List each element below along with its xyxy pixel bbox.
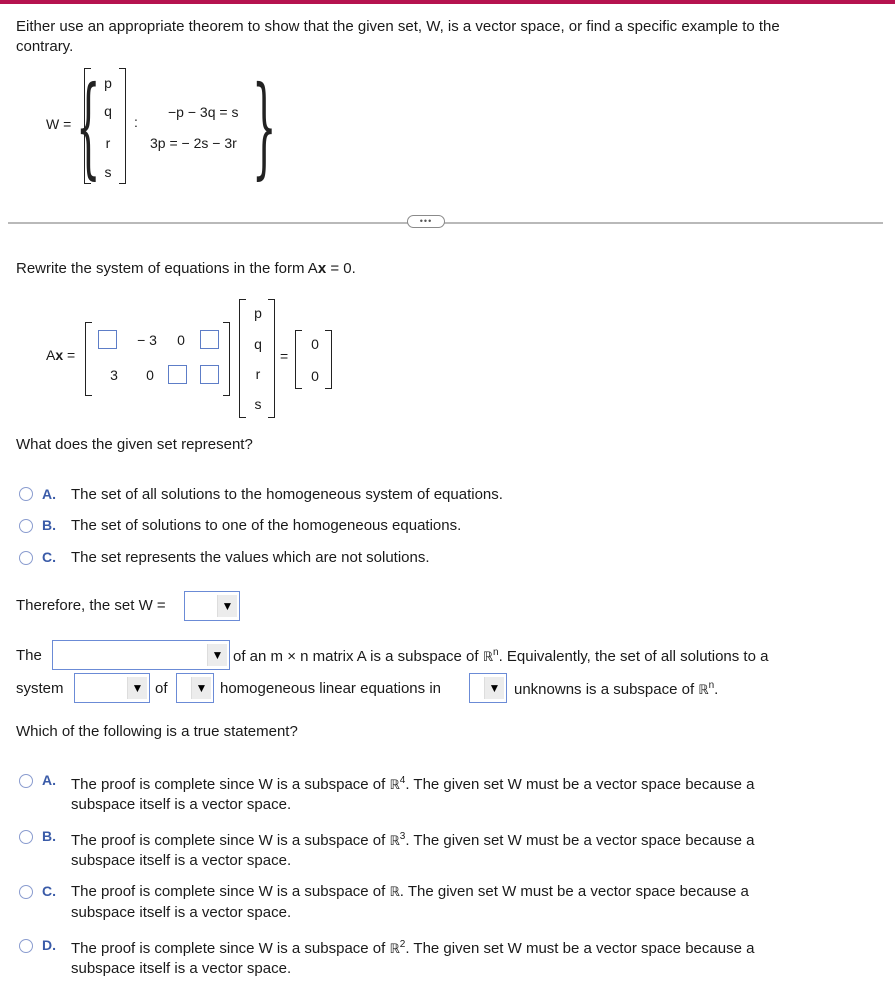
dimension-superscript: 4 <box>399 775 406 786</box>
dropdown-arrow-icon: ▼ <box>217 595 237 617</box>
option-text-line-2: subspace itself is a vector space. <box>71 960 292 977</box>
option-text: The proof is complete since W is a subspace of <box>71 776 390 793</box>
theorem-dropdown-3[interactable] <box>176 673 214 703</box>
dropdown-arrow-icon: ▼ <box>127 677 147 699</box>
real-numbers-symbol: ℝ <box>389 885 400 900</box>
theorem-line-1 <box>233 647 768 665</box>
zero-vector-entry: 0 <box>311 336 319 352</box>
option-text-line-2: subspace itself is a vector space. <box>71 852 292 869</box>
option-letter: A. <box>42 772 56 788</box>
option-text: . The given set W must be a vector space because a <box>405 940 755 957</box>
option-text-line-1 <box>71 939 754 957</box>
radio-button[interactable] <box>19 939 33 953</box>
option-text: . The given set W must be a vector space because a <box>399 883 749 900</box>
equation-1: −p − 3q = s <box>168 104 239 120</box>
zero-vector-left-bracket <box>295 330 302 389</box>
ax-label-equals: = <box>67 347 76 363</box>
left-brace: { <box>76 62 101 190</box>
w-label: W = <box>46 116 72 132</box>
theorem-dropdown-2[interactable] <box>74 673 150 703</box>
top-accent-bar <box>0 0 895 4</box>
equals-sign: = <box>280 348 289 364</box>
vector-left-bracket <box>84 68 91 184</box>
dimension-superscript: 3 <box>399 831 406 842</box>
superscript-n: n <box>708 680 715 691</box>
option-text: . The given set W must be a vector space because a <box>405 776 755 793</box>
radio-button[interactable] <box>19 487 33 501</box>
vector-entry: r <box>105 135 111 151</box>
option-text: The set of all solutions to the homogeneous system of equations. <box>71 486 503 503</box>
option-text: The proof is complete since W is a subspace of <box>71 883 390 900</box>
vector-entry: q <box>104 103 112 119</box>
theorem-of: of <box>155 680 168 697</box>
matrix-entry-r2c1: 3 <box>110 367 118 383</box>
radio-button[interactable] <box>19 551 33 565</box>
real-numbers-symbol: ℝ <box>389 778 400 793</box>
option-text: The proof is complete since W is a subspace of <box>71 940 390 957</box>
x-vector-entry: p <box>254 305 262 321</box>
real-numbers-symbol: ℝ <box>389 942 400 957</box>
x-vector-entry: q <box>254 336 262 352</box>
option-text-line-1 <box>71 831 754 849</box>
theorem-dropdown-1[interactable] <box>52 640 230 670</box>
right-brace: } <box>252 62 277 190</box>
x-vector-entry: r <box>255 366 261 382</box>
real-numbers-symbol: ℝ <box>698 683 709 698</box>
theorem-line-2-end <box>514 680 718 698</box>
option-text: The set of solutions to one of the homogeneous equations. <box>71 517 462 534</box>
matrix-entry-r1c3: 0 <box>177 332 185 348</box>
option-text: The proof is complete since W is a subspace of <box>71 832 390 849</box>
option-letter: C. <box>42 883 56 899</box>
show-more-button[interactable]: ••• <box>407 215 445 228</box>
option-letter: A. <box>42 486 56 502</box>
instructions-line-2: contrary. <box>16 38 74 55</box>
theorem-text: unknowns is a subspace of <box>514 681 695 698</box>
matrix-entry-r2c2: 0 <box>146 367 154 383</box>
option-text-line-1 <box>71 883 749 900</box>
superscript-n: n <box>493 647 499 658</box>
matrix-input-r1c1[interactable] <box>98 330 117 349</box>
question2-prompt: Which of the following is a true statement? <box>16 723 298 740</box>
matrix-input-r1c4[interactable] <box>200 330 219 349</box>
x-vector-entry: s <box>254 396 262 412</box>
radio-button[interactable] <box>19 774 33 788</box>
radio-button[interactable] <box>19 519 33 533</box>
step1-prompt-bold-x: x <box>317 260 327 277</box>
x-vector-left-bracket <box>239 299 246 418</box>
option-letter: C. <box>42 549 56 565</box>
such-that-colon: : <box>134 114 138 130</box>
period: . <box>714 681 719 698</box>
radio-button[interactable] <box>19 885 33 899</box>
step1-prompt-tail: = 0. <box>326 260 356 277</box>
option-letter: B. <box>42 517 56 533</box>
theorem-text: of an m × n matrix A is a subspace of <box>233 648 479 665</box>
theorem-system: system <box>16 680 64 697</box>
real-numbers-symbol: ℝ <box>389 834 400 849</box>
option-letter: B. <box>42 828 56 844</box>
therefore-text: Therefore, the set W = <box>16 597 166 614</box>
matrix-left-bracket <box>85 322 92 396</box>
theorem-text-homogeneous: homogeneous linear equations in <box>220 680 441 697</box>
step1-prompt <box>16 259 356 279</box>
dropdown-arrow-icon: ▼ <box>191 677 211 699</box>
section-divider <box>8 222 883 224</box>
vector-right-bracket <box>119 68 126 184</box>
matrix-right-bracket <box>223 322 230 396</box>
equation-2: 3p = − 2s − 3r <box>150 135 237 151</box>
vector-entry: p <box>104 75 112 91</box>
option-text-line-1 <box>71 775 754 793</box>
ax-label-a: A <box>46 347 56 363</box>
instructions-line-1: Either use an appropriate theorem to show that the given set, W, is a vector space, or find a specific example to the <box>16 18 780 35</box>
question1-prompt: What does the given set represent? <box>16 436 253 453</box>
option-text: . The given set W must be a vector space because a <box>405 832 755 849</box>
step1-prompt-text: Rewrite the system of equations in the form A <box>16 260 318 277</box>
theorem-the: The <box>16 647 42 664</box>
zero-vector-entry: 0 <box>311 368 319 384</box>
option-letter: D. <box>42 937 56 953</box>
matrix-entry-r1c2: − 3 <box>137 332 157 348</box>
option-text-line-2: subspace itself is a vector space. <box>71 796 292 813</box>
dimension-superscript: 2 <box>399 939 406 950</box>
ax-label <box>46 347 75 363</box>
option-text: The set represents the values which are not solutions. <box>71 549 430 566</box>
theorem-dropdown-4[interactable] <box>469 673 507 703</box>
radio-button[interactable] <box>19 830 33 844</box>
real-numbers-symbol: ℝ <box>482 650 494 665</box>
ax-label-x: x <box>55 347 64 363</box>
option-text-line-2: subspace itself is a vector space. <box>71 904 292 921</box>
set-w-dropdown[interactable] <box>184 591 240 621</box>
theorem-text: . Equivalently, the set of all solutions to a <box>498 648 769 665</box>
vector-entry: s <box>104 164 112 180</box>
matrix-input-r2c3[interactable] <box>168 365 187 384</box>
dropdown-arrow-icon: ▼ <box>207 644 227 666</box>
dropdown-arrow-icon: ▼ <box>484 677 504 699</box>
matrix-input-r2c4[interactable] <box>200 365 219 384</box>
